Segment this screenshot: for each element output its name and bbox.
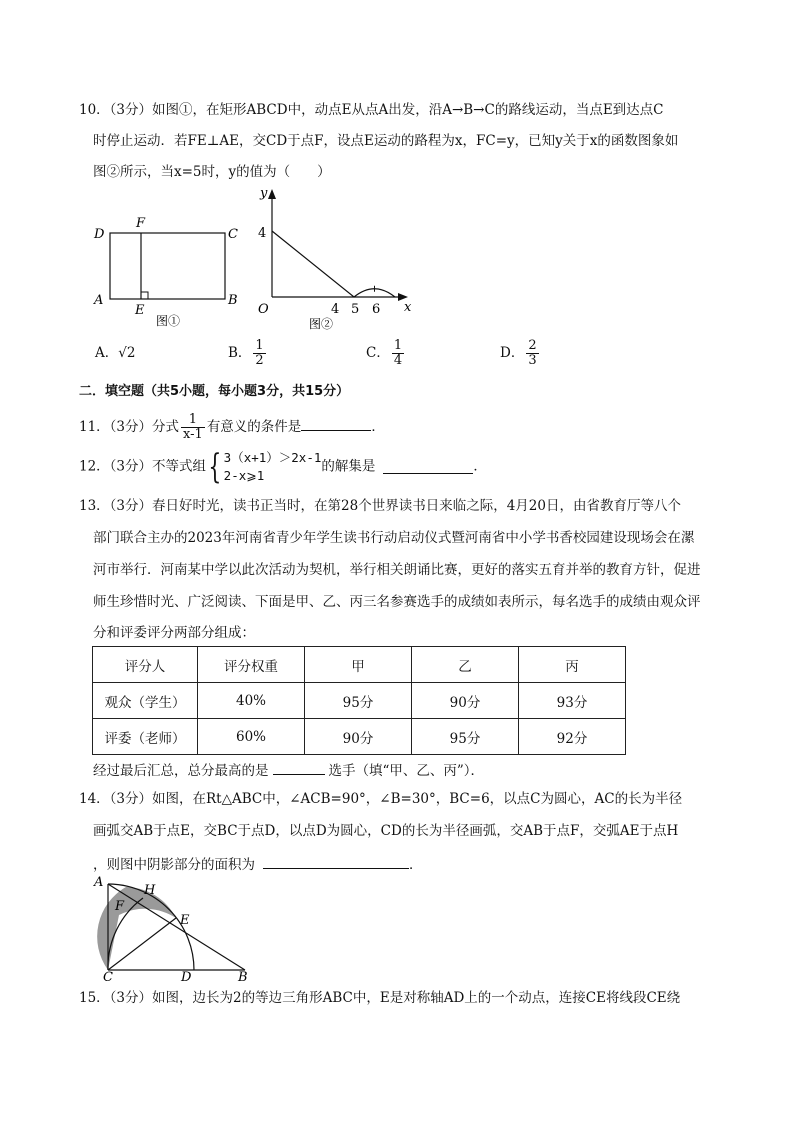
label-b: B xyxy=(228,293,238,308)
q12-suffix: 的解集是 xyxy=(321,458,376,475)
table-cell: 93分 xyxy=(519,683,626,719)
option-d-den: 3 xyxy=(528,353,537,368)
segment-ab xyxy=(108,884,245,970)
q13-line5: 分和评委评分两部分组成： xyxy=(93,625,255,641)
q13-line4: 师生珍惜时光、广泛阅读、下面是甲、乙、丙三名参赛选手的成绩如表所示，每名选手的成绩由观众评 xyxy=(93,594,701,610)
option-d-num: 2 xyxy=(528,338,537,353)
q12-inequality-2: 2-x⩾1 xyxy=(223,467,265,483)
header-cell: 乙 xyxy=(412,647,519,683)
table-row xyxy=(93,719,626,755)
label-e: E xyxy=(135,303,145,318)
option-c-label: C． xyxy=(366,345,390,361)
header-cell: 甲 xyxy=(305,647,412,683)
label-d: D xyxy=(181,970,192,982)
option-d-label: D． xyxy=(500,345,525,361)
q12 xyxy=(79,446,487,490)
option-a-label: A． xyxy=(95,345,119,361)
q11-end: ． xyxy=(371,419,385,435)
table-cell: 92分 xyxy=(519,719,626,755)
q10-option-d xyxy=(500,336,541,370)
q10-line3: 图②所示，当x=5时，y的值为（ ） xyxy=(93,164,331,180)
q14-end: ． xyxy=(409,857,423,873)
function-curve xyxy=(272,231,395,297)
q13-line1: 13．（3分）春日好时光，读书正当时，在第28个世界读书日来临之际，4月20日，由省教育厅等八个 xyxy=(79,498,681,514)
option-b-label: B． xyxy=(228,345,252,361)
table-row xyxy=(93,683,626,719)
option-a-value: √2 xyxy=(118,345,136,361)
origin-label: O xyxy=(258,302,269,317)
table-header-row xyxy=(93,647,626,683)
table-cell: 95分 xyxy=(305,683,412,719)
q14-line3-text: ，则图中阴影部分的面积为 xyxy=(93,857,255,873)
q13-after-suffix: 选手（填“甲、乙、丙”）． xyxy=(328,763,485,779)
table-cell: 60% xyxy=(198,719,305,755)
axis-label-y: y xyxy=(260,186,268,201)
table-cell: 40% xyxy=(198,683,305,719)
q13-line3: 河市举行．河南某中学以此次活动为契机，举行相关朗诵比赛，更好的落实五育并举的教育方针，促进 xyxy=(93,562,701,578)
q11-suffix: 有意义的条件是 xyxy=(206,419,302,435)
q11 xyxy=(79,410,385,444)
header-cell: 丙 xyxy=(519,647,626,683)
q12-inequality-1: 3（x+1）＞2x-1 xyxy=(223,449,322,465)
option-b-den: 2 xyxy=(255,353,264,368)
label-f: F xyxy=(136,216,146,231)
q12-prefix: 12．（3分）不等式组 xyxy=(79,458,207,475)
q10-option-a xyxy=(95,344,135,362)
q11-answer-blank[interactable] xyxy=(301,416,371,431)
q12-system xyxy=(224,449,322,485)
q14-answer-blank[interactable] xyxy=(263,854,409,869)
q12-answer-blank[interactable] xyxy=(383,459,473,474)
table-cell: 90分 xyxy=(305,719,412,755)
q11-prefix: 11．（3分）分式 xyxy=(79,419,180,435)
q14-figure xyxy=(88,872,258,982)
label-e: E xyxy=(180,913,190,928)
rect-abcd xyxy=(110,233,225,299)
right-angle-mark xyxy=(141,292,148,299)
option-c-num: 1 xyxy=(393,338,403,353)
q10-option-c xyxy=(366,336,406,370)
label-h: H xyxy=(144,883,156,898)
axis-label-x: x xyxy=(404,300,412,315)
section-2-title: 二．填空题（共5小题，每小题3分，共15分） xyxy=(79,384,350,399)
q12-end: ． xyxy=(473,458,487,475)
label-c: C xyxy=(103,970,113,982)
q10-option-b xyxy=(228,336,268,370)
label-c: C xyxy=(228,227,238,242)
table-cell: 观众（学生） xyxy=(93,683,198,719)
q10-figure2-graph xyxy=(252,183,422,333)
label-b: B xyxy=(238,970,248,982)
q15-line1: 15．（3分）如图，边长为2的等边三角形ABC中，E是对称轴AD上的一个动点，连接CE将线段CE绕 xyxy=(79,990,681,1006)
q11-num: 1 xyxy=(181,413,205,428)
option-b-num: 1 xyxy=(255,338,264,353)
option-c-den: 4 xyxy=(393,353,403,368)
table-cell: 95分 xyxy=(412,719,519,755)
q13-answer-blank[interactable] xyxy=(273,760,325,775)
q13-after-prefix: 经过最后汇总，总分最高的是 xyxy=(93,763,269,779)
y-axis-arrow xyxy=(268,189,276,199)
label-d: D xyxy=(94,227,105,242)
q10-figure1-rectangle xyxy=(88,210,248,335)
q14-line2: 画弧交AB于点E，交BC于点D，以点D为圆心，CD的长为半径画弧，交AB于点F，交弧AE于点H xyxy=(93,823,679,839)
caption-fig1: 图① xyxy=(156,314,181,328)
q11-den: x-1 xyxy=(183,427,203,442)
table-cell: 评委（老师） xyxy=(93,719,198,755)
caption-fig2: 图② xyxy=(309,317,334,331)
header-cell: 评分人 xyxy=(93,647,198,683)
table-cell: 90分 xyxy=(412,683,519,719)
header-cell: 评分权重 xyxy=(198,647,305,683)
q14-line3 xyxy=(93,854,423,874)
tick-label-y4: 4 xyxy=(258,226,267,241)
tick-label-x5: 5 xyxy=(351,302,360,317)
q13-line2: 部门联合主办的2023年河南省青少年学生读书行动启动仪式暨河南省中小学书香校园建设现场会在漯 xyxy=(93,530,695,546)
label-a: A xyxy=(94,875,104,890)
tick-label-x6: 6 xyxy=(372,302,381,317)
score-table xyxy=(92,646,626,755)
label-f: F xyxy=(115,899,125,914)
tick-label-x4: 4 xyxy=(331,302,340,317)
q13-after xyxy=(93,760,484,780)
q14-line1: 14．（3分）如图，在Rt△ABC中，∠ACB=90°，∠B=30°，BC=6，以点C为圆心，AC的长为半径 xyxy=(79,791,683,807)
label-a: A xyxy=(94,293,104,308)
q10-line1: 10．（3分）如图①，在矩形ABCD中，动点E从点A出发，沿A→B→C的路线运动，当点E到达点C xyxy=(79,102,664,118)
q10-line2: 时停止运动．若FE⊥AE，交CD于点F，设点E运动的路程为x，FC=y，已知y关于x的函数图象如 xyxy=(93,133,679,149)
q12-brace: { xyxy=(208,446,222,487)
